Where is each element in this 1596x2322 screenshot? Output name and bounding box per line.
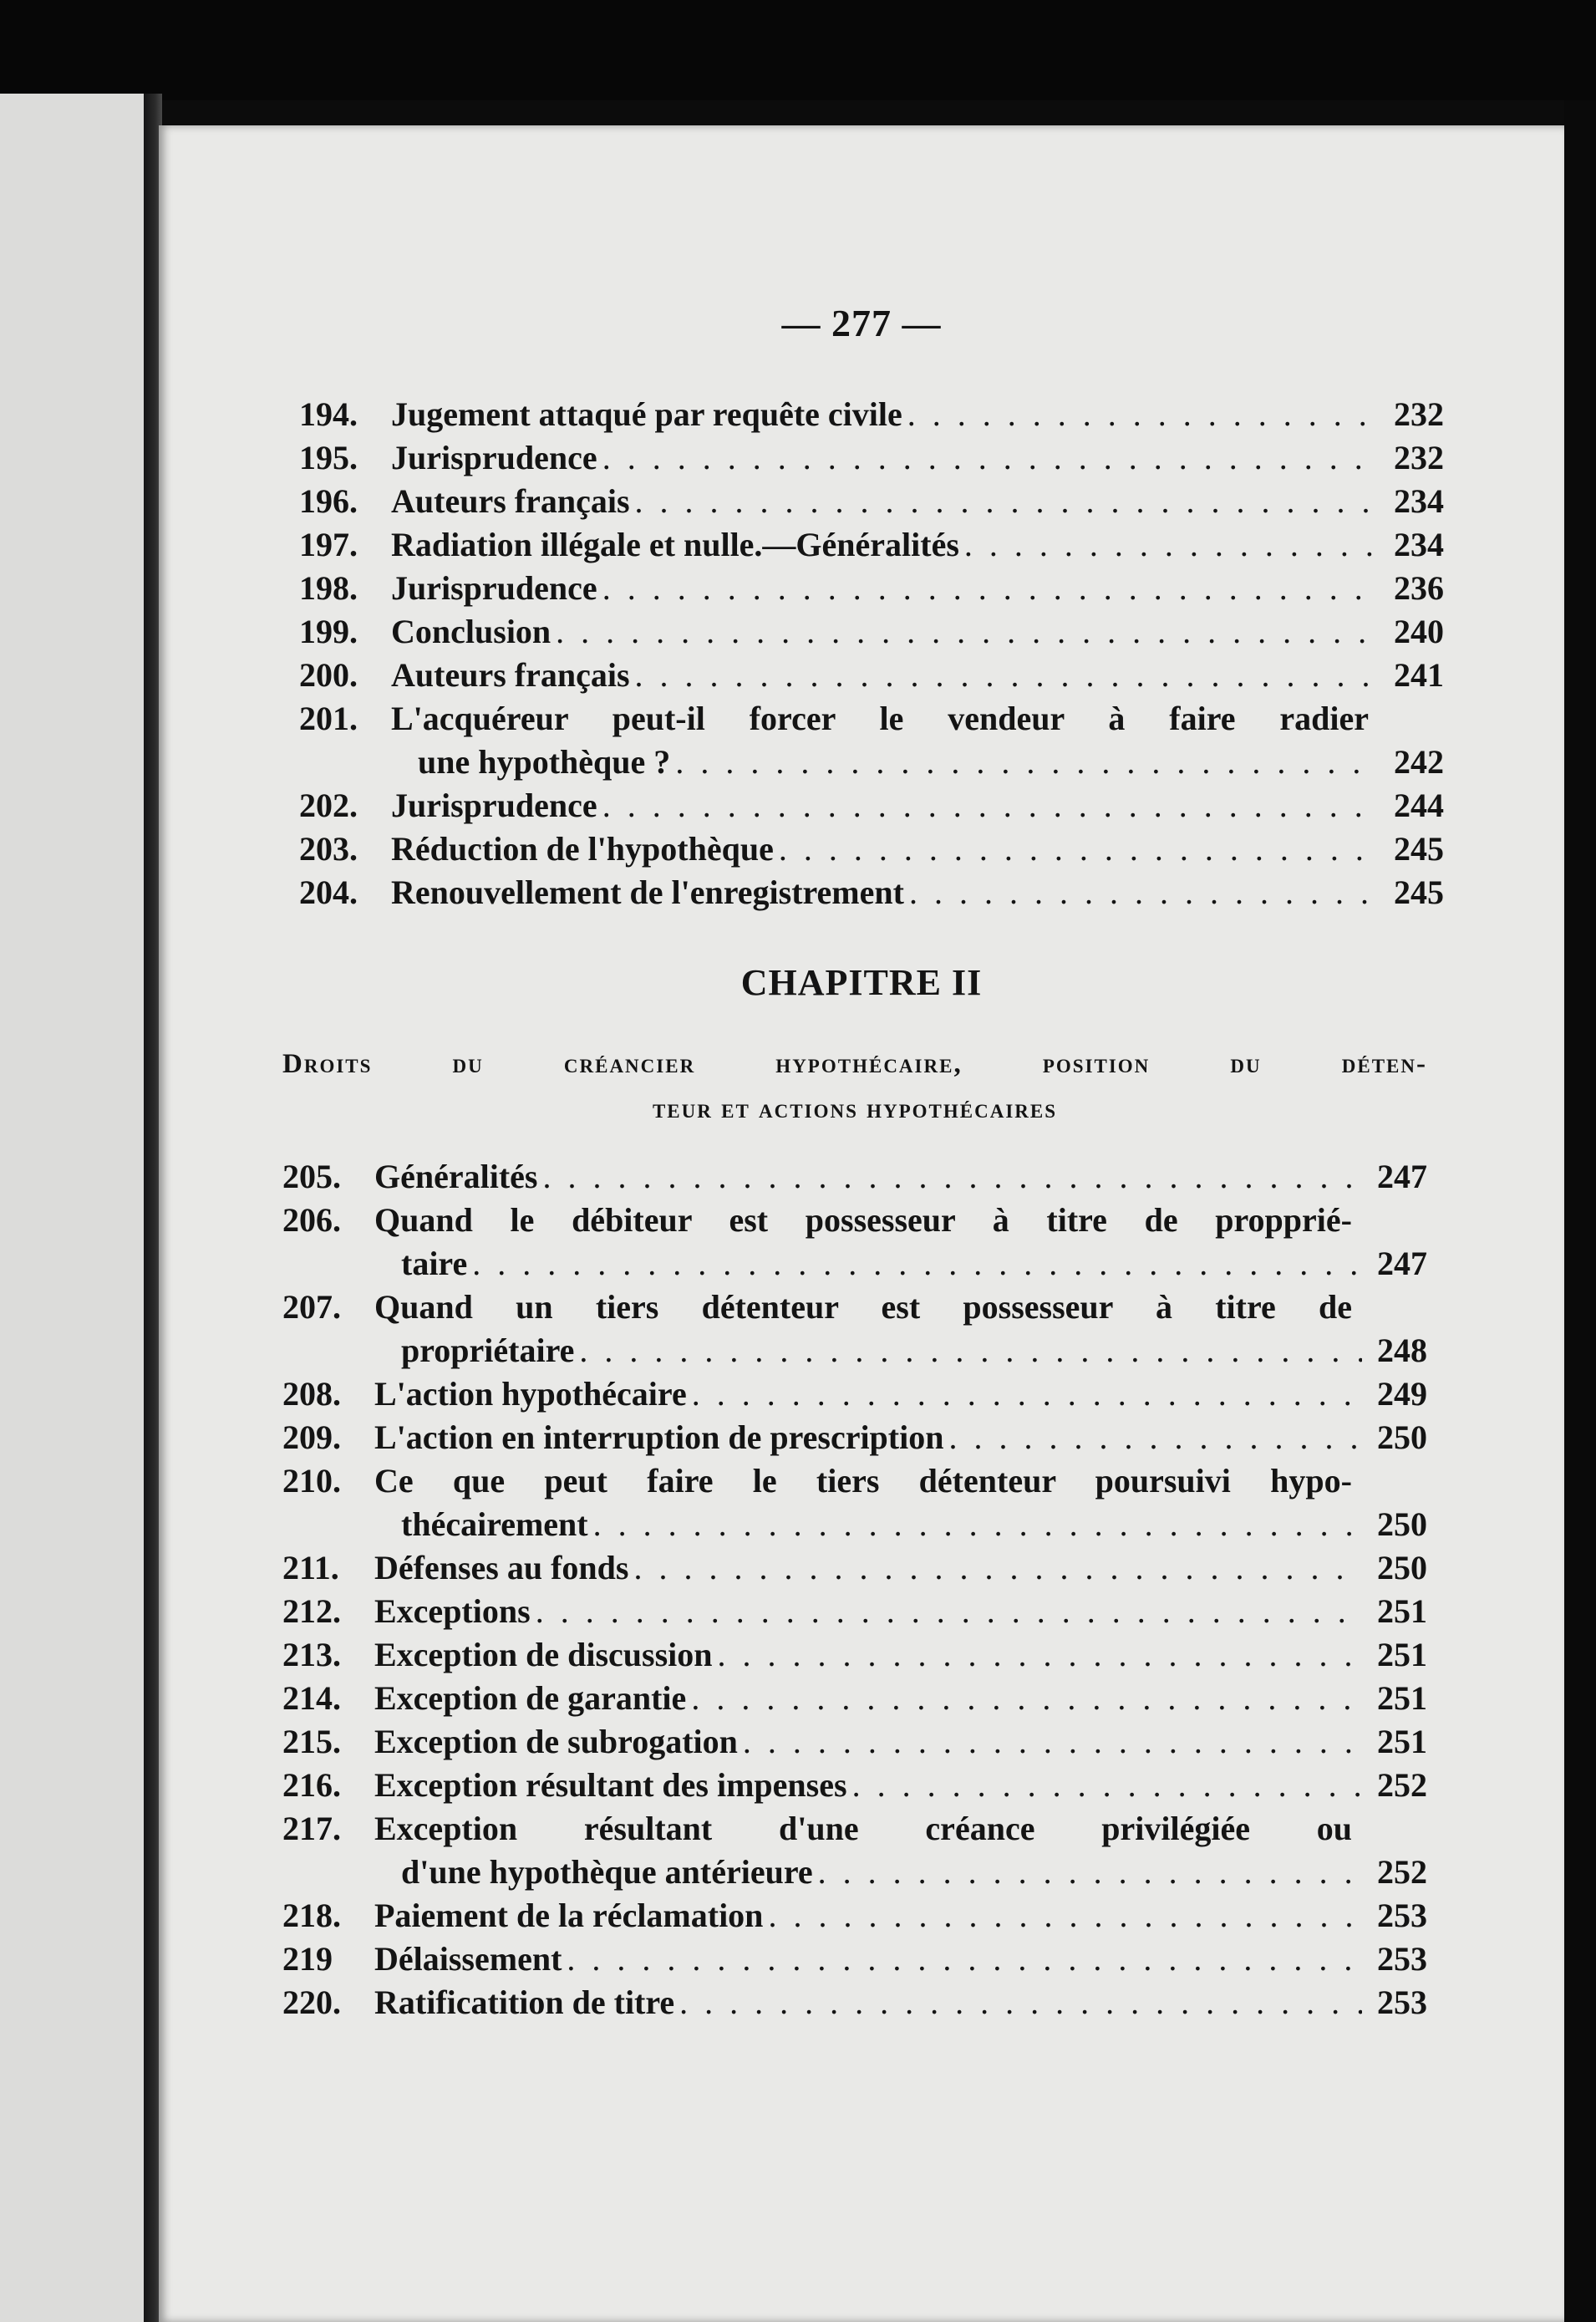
toc-entry [282,1155,1427,1199]
toc-entry-title: Jugement attaqué par requête civile [391,395,902,433]
table-of-contents-part-1 [299,393,1444,914]
dot-leader [633,1546,1362,1590]
toc-entry-title: L'acquéreur peut-il forcer le vendeur à faire radier [391,700,1369,737]
toc-entry [299,480,1444,523]
toc-entry-number: 216. [282,1766,341,1804]
dot-leader [635,480,1379,523]
toc-entry-title: Conclusion [391,613,551,650]
toc-entry-line [391,393,1444,436]
dot-leader [543,1155,1363,1199]
toc-entry-page: 252 [1377,1853,1427,1891]
toc-entry-page: 232 [1394,439,1444,476]
toc-entry-number: 204. [299,873,358,911]
toc-entry [299,784,1444,827]
dot-leader [852,1764,1362,1807]
toc-entry-number: 210. [282,1462,341,1500]
toc-entry-line [374,1720,1427,1764]
toc-entry-line [391,654,1444,697]
dot-leader [818,1851,1362,1894]
toc-entry [282,1677,1427,1720]
chapter-subtitle [282,1041,1427,1132]
toc-entry-title: Exception de discussion [374,1636,713,1673]
dot-leader [692,1372,1362,1416]
toc-entry [299,654,1444,697]
toc-entry-line [391,436,1444,480]
toc-entry [299,871,1444,914]
toc-entry-number: 199. [299,613,358,650]
toc-entry-line [374,1938,1427,1981]
toc-entry-title: Exceptions [374,1592,531,1630]
scan-right-border [1564,100,1596,2322]
toc-entry [282,1416,1427,1459]
toc-entry [282,1633,1427,1677]
toc-entry-line [374,1590,1427,1633]
toc-entry-title: taire [401,1245,468,1282]
toc-entry [282,1199,1427,1286]
toc-entry-number: 215. [282,1723,341,1760]
toc-entry-number: 218. [282,1897,341,1934]
toc-entry [299,827,1444,871]
toc-entry [299,393,1444,436]
toc-entry-title: Auteurs français [391,656,630,694]
toc-entry-page: 253 [1377,1897,1427,1934]
toc-entry [299,523,1444,567]
toc-entry-line [374,1764,1427,1807]
scan-top-border [0,0,1596,100]
toc-entry-number: 205. [282,1158,341,1195]
toc-entry-page: 247 [1377,1245,1427,1282]
toc-entry-page: 242 [1394,743,1444,781]
dot-leader [602,567,1379,610]
toc-entry-line [391,741,1444,784]
page-number: — 277 — [781,302,942,344]
toc-entry-page: 245 [1394,873,1444,911]
toc-entry-page: 232 [1394,395,1444,433]
toc-entry-number: 217. [282,1810,341,1847]
toc-entry [282,1720,1427,1764]
toc-entry-number: 207. [282,1288,341,1326]
toc-entry-page: 251 [1377,1679,1427,1717]
toc-entry-title: thécairement [401,1505,588,1543]
toc-entry-number: 203. [299,830,358,868]
toc-entry-number: 206. [282,1201,341,1239]
toc-entry-number: 209. [282,1418,341,1456]
toc-entry-line [374,1329,1427,1372]
chapter-title: CHAPITRE II [740,962,983,1003]
toc-entry-page: 234 [1394,482,1444,520]
dot-leader [691,1677,1362,1720]
toc-entry-page: 250 [1377,1549,1427,1586]
toc-entry-page: 250 [1377,1505,1427,1543]
toc-entry-number: 208. [282,1375,341,1413]
toc-entry-page: 247 [1377,1158,1427,1195]
dot-leader [679,1981,1362,2024]
toc-entry-number: 213. [282,1636,341,1673]
toc-entry-number: 212. [282,1592,341,1630]
toc-entry-line [391,567,1444,610]
dot-leader [964,523,1379,567]
toc-entry-title: Ratificatition de titre [374,1983,675,2021]
toc-entry-line [374,1851,1427,1894]
dot-leader [579,1329,1362,1372]
toc-entry-line [374,1894,1427,1938]
toc-entry-number: 201. [299,700,358,737]
toc-entry-page: 251 [1377,1723,1427,1760]
toc-entry-title: Délaissement [374,1940,562,1978]
toc-entry-number: 198. [299,569,358,607]
dot-leader [768,1894,1362,1938]
dot-leader [472,1242,1362,1286]
dot-leader [718,1633,1362,1677]
toc-entry [299,610,1444,654]
dot-leader [675,741,1379,784]
toc-entry-number: 194. [299,395,358,433]
toc-entry [299,697,1444,784]
toc-entry-page: 251 [1377,1636,1427,1673]
toc-entry-title: Jurisprudence [391,787,597,824]
toc-entry [282,1807,1427,1894]
table-of-contents-part-2 [282,1155,1427,2024]
toc-entry [299,436,1444,480]
dot-leader [556,610,1379,654]
toc-entry-title: propriétaire [401,1332,575,1369]
toc-entry-title: Quand un tiers détenteur est possesseur à titre de [374,1288,1352,1326]
toc-entry-title: Exception de subrogation [374,1723,738,1760]
toc-entry [282,1894,1427,1938]
chapter-subtitle-line-2: teur et actions hypothécaires [652,1094,1058,1124]
toc-entry-title: Généralités [374,1158,538,1195]
toc-entry [282,1372,1427,1416]
chapter-subtitle-line-1: Droits du créancier hypothécaire, position du déten- [282,1049,1427,1079]
toc-entry-title: Quand le débiteur est possesseur à titre de propprié- [374,1201,1352,1239]
dot-leader [779,827,1379,871]
toc-entry-number: 196. [299,482,358,520]
toc-entry-title: Jurisprudence [391,439,597,476]
dot-leader [743,1720,1362,1764]
toc-entry [282,1286,1427,1372]
toc-entry-page: 248 [1377,1332,1427,1369]
dot-leader [909,871,1379,914]
toc-entry-line [374,1503,1427,1546]
toc-entry-number: 202. [299,787,358,824]
toc-entry [299,567,1444,610]
toc-entry-title: Auteurs français [391,482,630,520]
toc-entry-line [374,1372,1427,1416]
toc-entry-title: Jurisprudence [391,569,597,607]
toc-entry-line [391,523,1444,567]
toc-entry-page: 253 [1377,1940,1427,1978]
page-content [159,125,1564,2322]
toc-entry-line [374,1416,1427,1459]
toc-entry-page: 234 [1394,526,1444,563]
toc-entry [282,1546,1427,1590]
toc-entry-title: Exception de garantie [374,1679,687,1717]
toc-entry-page: 240 [1394,613,1444,650]
toc-entry-line [374,1981,1427,2024]
dot-leader [948,1416,1362,1459]
toc-entry-title: Paiement de la réclamation [374,1897,764,1934]
dot-leader [602,784,1379,827]
toc-entry [282,1590,1427,1633]
toc-entry-title: Exception résultant d'une créance privilégiée ou [374,1810,1352,1847]
toc-entry-number: 200. [299,656,358,694]
toc-entry-page: 253 [1377,1983,1427,2021]
dot-leader [907,393,1379,436]
toc-entry-line [374,1633,1427,1677]
toc-entry [282,1938,1427,1981]
toc-entry-number: 220. [282,1983,341,2021]
toc-entry-title: Radiation illégale et nulle.—Généralités [391,526,959,563]
dot-leader [536,1590,1362,1633]
toc-entry-title: L'action hypothécaire [374,1375,687,1413]
toc-entry-page: 252 [1377,1766,1427,1804]
toc-entry-title: Défenses au fonds [374,1549,629,1586]
toc-entry-title: d'une hypothèque antérieure [401,1853,813,1891]
toc-entry-title: Réduction de l'hypothèque [391,830,774,868]
toc-entry-line [391,871,1444,914]
toc-entry-line [374,1155,1427,1199]
dot-leader [635,654,1379,697]
toc-entry-page: 249 [1377,1375,1427,1413]
dot-leader [602,436,1379,480]
dot-leader [567,1938,1362,1981]
toc-entry-line [374,1242,1427,1286]
toc-entry-number: 219 [282,1940,333,1978]
toc-entry-line [391,480,1444,523]
dot-leader [593,1503,1362,1546]
toc-entry-title: Ce que peut faire le tiers détenteur poursuivi hypo- [374,1462,1352,1500]
toc-entry-number: 211. [282,1549,339,1586]
toc-entry-number: 214. [282,1679,341,1717]
toc-entry-page: 250 [1377,1418,1427,1456]
toc-entry [282,1981,1427,2024]
toc-entry-title: Renouvellement de l'enregistrement [391,873,904,911]
toc-entry-page: 241 [1394,656,1444,694]
toc-entry-page: 245 [1394,830,1444,868]
toc-entry-number: 195. [299,439,358,476]
toc-entry [282,1764,1427,1807]
toc-entry-page: 236 [1394,569,1444,607]
toc-entry-page: 251 [1377,1592,1427,1630]
book-page [159,125,1564,2322]
toc-entry-title: Exception résultant des impenses [374,1766,847,1804]
toc-entry-line [391,610,1444,654]
toc-entry-page: 244 [1394,787,1444,824]
toc-entry [282,1459,1427,1546]
toc-entry-line [391,784,1444,827]
toc-entry-title: L'action en interruption de prescription [374,1418,944,1456]
facing-page-edge [0,94,144,2322]
toc-entry-line [374,1677,1427,1720]
toc-entry-line [374,1546,1427,1590]
toc-entry-title: une hypothèque ? [418,743,671,781]
toc-entry-line [391,827,1444,871]
toc-entry-number: 197. [299,526,358,563]
